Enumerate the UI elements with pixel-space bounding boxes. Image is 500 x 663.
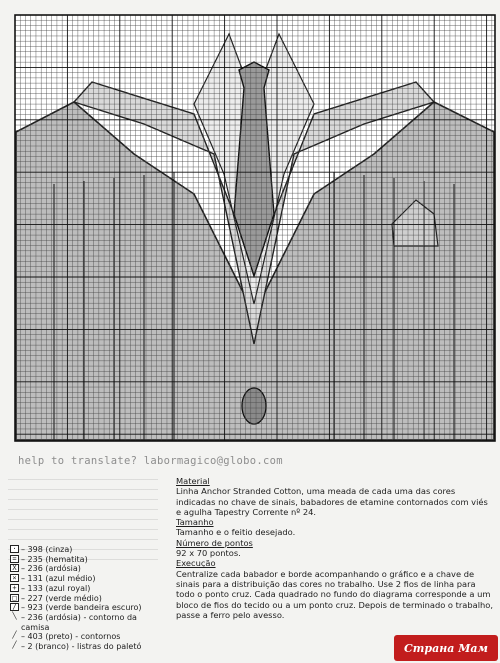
key-label: – 403 (preto) - contornos — [21, 632, 121, 642]
key-label: – 236 (ardósia) — [21, 564, 81, 574]
section-body: 92 x 70 pontos. — [176, 548, 241, 559]
key-row — [10, 613, 165, 632]
key-row — [10, 594, 165, 604]
key-symbol: □ — [10, 594, 19, 602]
key-row — [10, 564, 165, 574]
key-label: – 133 (azul royal) — [21, 583, 91, 593]
key-label: – 923 (verde bandeira escuro) — [21, 603, 142, 613]
key-symbol: ╱ — [12, 641, 17, 650]
section-stitch-count — [176, 538, 494, 559]
key-symbol: · — [10, 545, 19, 553]
key-row — [10, 545, 165, 555]
section-material — [176, 476, 494, 517]
symbol-key — [10, 545, 165, 652]
chart-grid-svg — [14, 14, 496, 442]
site-logo: Страна Мам — [394, 635, 498, 661]
key-label: – 235 (hematita) — [21, 554, 88, 564]
key-row — [10, 584, 165, 594]
section-title: Tamanho — [176, 517, 214, 528]
key-row — [10, 555, 165, 565]
key-label: – 227 (verde médio) — [21, 593, 102, 603]
key-row — [10, 642, 165, 652]
translate-watermark: help to translate? labormagico@globo.com — [18, 455, 283, 467]
key-symbol: / — [10, 603, 19, 611]
section-size — [176, 517, 494, 538]
key-symbol: ╱ — [12, 631, 17, 640]
key-label: – 2 (branco) - listras do paletó — [21, 642, 142, 652]
section-body: Tamanho e o feitio desejado. — [176, 527, 296, 538]
key-symbol: × — [10, 574, 19, 582]
section-execution — [176, 558, 494, 620]
section-title: Execução — [176, 558, 216, 569]
key-label: – 131 (azul médio) — [21, 574, 96, 584]
section-title: Número de pontos — [176, 537, 253, 548]
key-label: – 236 (ardósia) - contorno da camisa — [21, 612, 137, 632]
key-label: – 398 (cinza) — [21, 545, 73, 554]
section-title: Material — [176, 476, 210, 486]
key-row — [10, 632, 165, 642]
key-row — [10, 603, 165, 613]
key-symbol: = — [10, 555, 19, 563]
key-symbol: + — [10, 584, 19, 592]
section-body: Linha Anchor Stranded Cotton, uma meada de cada uma das cores indicadas no chave de sinais, babadores de etamine contornados com viés e agulha Tapestry Corrente nº 24. — [176, 486, 488, 517]
key-symbol: ╲ — [12, 611, 17, 620]
key-symbol: X — [10, 564, 19, 572]
section-body: Centralize cada babador e borde acompanhando o gráfico e a chave de sinais para a distribuição das cores no trabalho. Use 2 fios de linha para todo o ponto cruz. Cada quadrado no fundo do diagrama corresponde a um bloco de fios do tecido ou a um ponto cruz. Depois de terminado o trabalho, passe a ferro pelo avesso. — [176, 568, 494, 620]
cross-stitch-chart — [14, 14, 496, 442]
instructions — [176, 476, 494, 620]
key-row — [10, 574, 165, 584]
